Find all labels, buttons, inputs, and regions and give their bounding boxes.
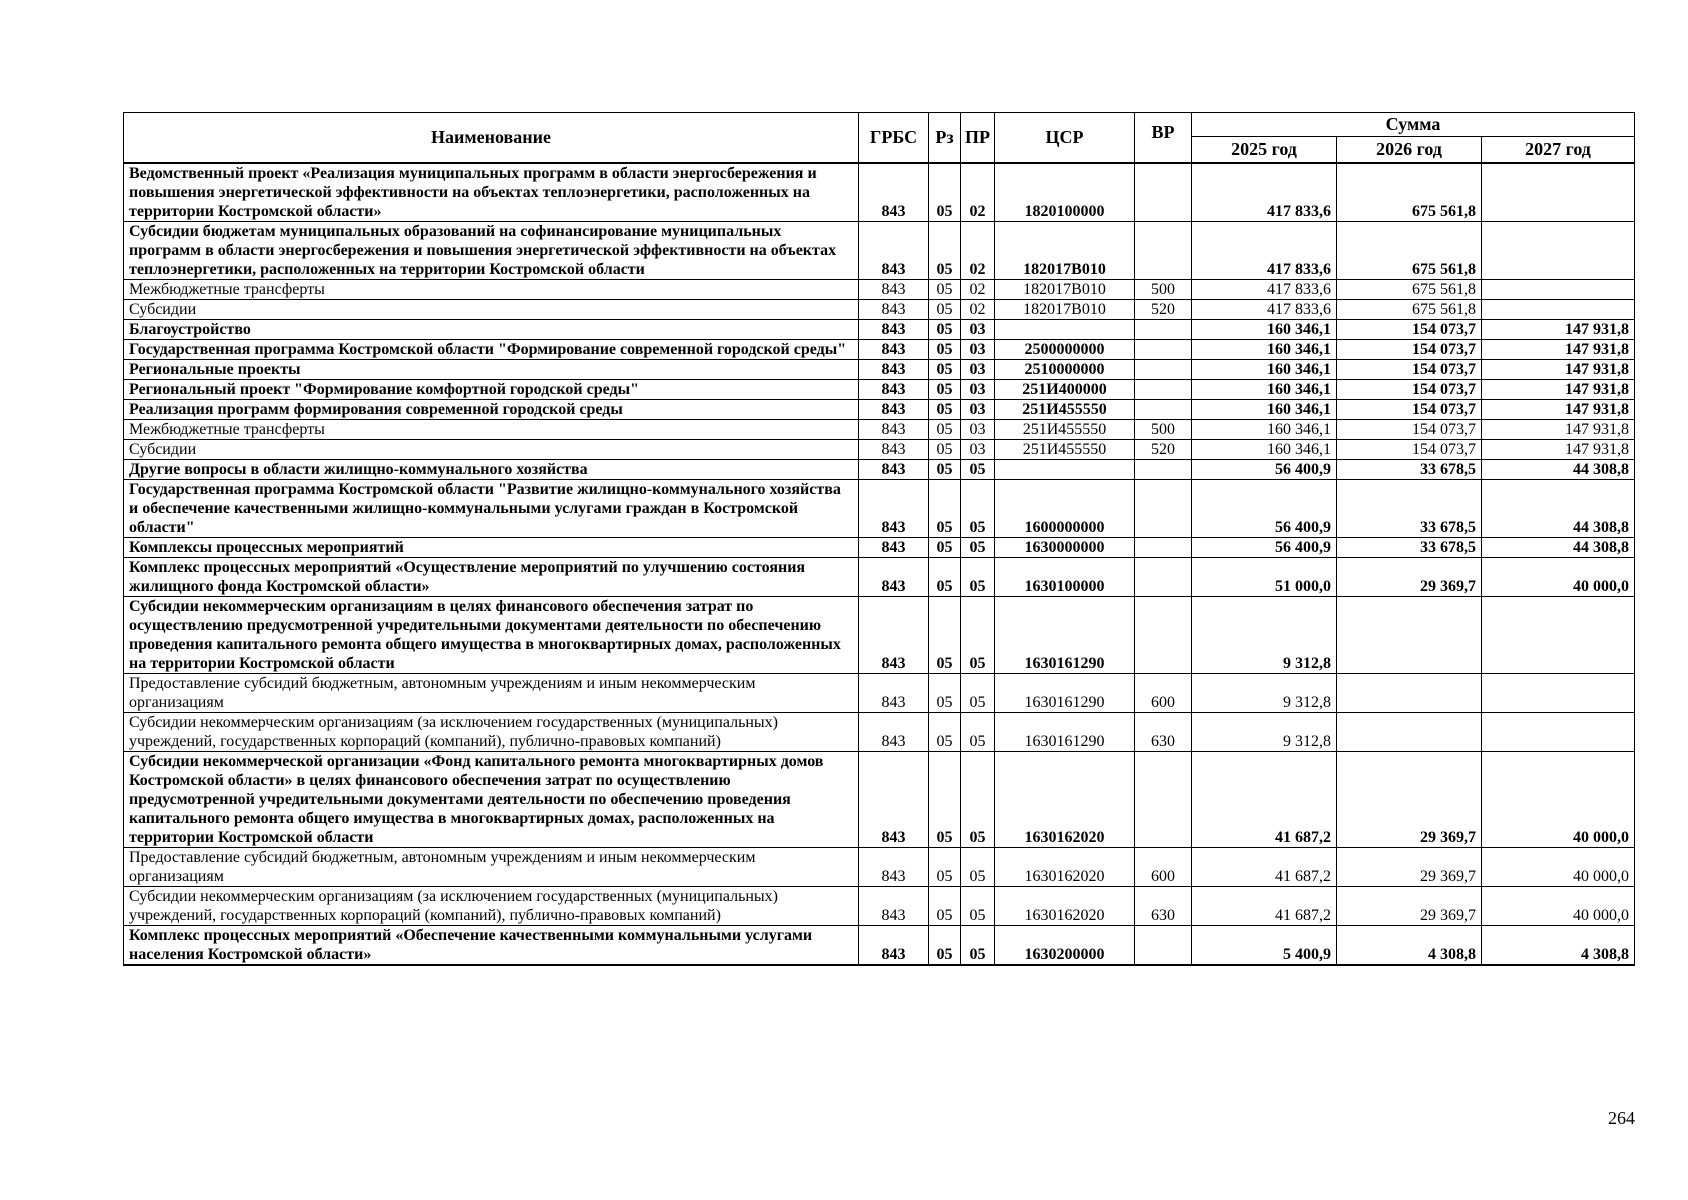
- row-2027: 147 931,8: [1482, 359, 1635, 379]
- row-pr: 05: [961, 712, 995, 751]
- table-row: [124, 279, 1635, 299]
- row-csr: [995, 319, 1135, 339]
- budget-table: [123, 112, 1635, 966]
- row-vr: 630: [1135, 886, 1192, 925]
- row-csr: [995, 459, 1135, 479]
- row-name: Субсидии: [124, 439, 859, 459]
- row-vr: [1135, 751, 1192, 847]
- row-rz: 05: [929, 299, 961, 319]
- row-pr: 03: [961, 379, 995, 399]
- row-vr: [1135, 459, 1192, 479]
- table-row: [124, 221, 1635, 279]
- row-vr: 630: [1135, 712, 1192, 751]
- row-pr: 03: [961, 419, 995, 439]
- row-vr: [1135, 359, 1192, 379]
- row-pr: 03: [961, 359, 995, 379]
- row-vr: 600: [1135, 847, 1192, 886]
- row-pr: 03: [961, 399, 995, 419]
- table-row: [124, 359, 1635, 379]
- row-2025: 9 312,8: [1192, 596, 1337, 673]
- row-2027: 147 931,8: [1482, 379, 1635, 399]
- header-2025: 2025 год: [1192, 137, 1337, 163]
- row-2026: 29 369,7: [1337, 557, 1482, 596]
- row-csr: 251И455550: [995, 439, 1135, 459]
- row-rz: 05: [929, 712, 961, 751]
- row-grbs: 843: [859, 299, 929, 319]
- row-pr: 05: [961, 537, 995, 557]
- row-name: Комплексы процессных мероприятий: [124, 537, 859, 557]
- row-grbs: 843: [859, 596, 929, 673]
- row-2026: 675 561,8: [1337, 299, 1482, 319]
- row-2027: 147 931,8: [1482, 319, 1635, 339]
- row-vr: [1135, 557, 1192, 596]
- row-2026: 675 561,8: [1337, 221, 1482, 279]
- table-row: [124, 925, 1635, 965]
- table-row: [124, 339, 1635, 359]
- row-name: Субсидии некоммерческим организациям в целях финансового обеспечения затрат по осуществлению предусмотренной учредительными документами деятельности по обеспечению проведения капитального ремонта общего имущества в многоквартирных домах, расположенных на территории Костромской области: [124, 596, 859, 673]
- row-2025: 56 400,9: [1192, 537, 1337, 557]
- table-row: [124, 319, 1635, 339]
- row-2027: 44 308,8: [1482, 479, 1635, 537]
- row-pr: 05: [961, 596, 995, 673]
- row-csr: 1630000000: [995, 537, 1135, 557]
- row-2025: 160 346,1: [1192, 359, 1337, 379]
- row-2027: 44 308,8: [1482, 459, 1635, 479]
- table-header: [124, 113, 1635, 163]
- row-name: Государственная программа Костромской области "Формирование современной городской среды": [124, 339, 859, 359]
- table-row: [124, 751, 1635, 847]
- row-csr: 1630161290: [995, 673, 1135, 712]
- table-row: [124, 439, 1635, 459]
- row-name: Благоустройство: [124, 319, 859, 339]
- row-name: Субсидии некоммерческой организации «Фонд капитального ремонта многоквартирных домов Костромской области» в целях финансового обеспечения затрат по осуществлению предусмотренной учредительными документами деятельности по обеспечению проведения капитального ремонта общего имущества в многоквартирных домах, расположенных на территории Костромской области: [124, 751, 859, 847]
- row-grbs: 843: [859, 279, 929, 299]
- row-2025: 41 687,2: [1192, 847, 1337, 886]
- row-grbs: 843: [859, 712, 929, 751]
- row-rz: 05: [929, 479, 961, 537]
- row-name: Субсидии некоммерческим организациям (за исключением государственных (муниципальных) учреждений, государственных корпораций (компаний), публично-правовых компаний): [124, 712, 859, 751]
- table-row: [124, 459, 1635, 479]
- row-grbs: 843: [859, 163, 929, 222]
- row-name: Предоставление субсидий бюджетным, автономным учреждениям и иным некоммерческим организациям: [124, 847, 859, 886]
- row-pr: 02: [961, 299, 995, 319]
- row-csr: 251И400000: [995, 379, 1135, 399]
- row-2027: 44 308,8: [1482, 537, 1635, 557]
- row-name: Субсидии некоммерческим организациям (за исключением государственных (муниципальных) учреждений, государственных корпораций (компаний), публично-правовых компаний): [124, 886, 859, 925]
- row-vr: [1135, 479, 1192, 537]
- row-2027: [1482, 221, 1635, 279]
- table-row: [124, 399, 1635, 419]
- row-2025: 417 833,6: [1192, 279, 1337, 299]
- table-row: [124, 673, 1635, 712]
- table-body: [124, 163, 1635, 965]
- row-2026: 154 073,7: [1337, 439, 1482, 459]
- row-grbs: 843: [859, 379, 929, 399]
- row-name: Региональный проект "Формирование комфортной городской среды": [124, 379, 859, 399]
- row-vr: [1135, 399, 1192, 419]
- row-2026: [1337, 596, 1482, 673]
- row-rz: 05: [929, 339, 961, 359]
- row-pr: 02: [961, 279, 995, 299]
- row-grbs: 843: [859, 537, 929, 557]
- row-pr: 03: [961, 439, 995, 459]
- row-csr: 1630162020: [995, 847, 1135, 886]
- row-grbs: 843: [859, 319, 929, 339]
- table-row: [124, 847, 1635, 886]
- table-row: [124, 712, 1635, 751]
- row-2026: 4 308,8: [1337, 925, 1482, 965]
- row-2025: 160 346,1: [1192, 439, 1337, 459]
- row-2025: 417 833,6: [1192, 299, 1337, 319]
- row-name: Межбюджетные трансферты: [124, 279, 859, 299]
- row-2027: 40 000,0: [1482, 751, 1635, 847]
- table-row: [124, 596, 1635, 673]
- row-rz: 05: [929, 221, 961, 279]
- row-grbs: 843: [859, 479, 929, 537]
- row-vr: [1135, 596, 1192, 673]
- row-2025: 160 346,1: [1192, 419, 1337, 439]
- row-vr: [1135, 537, 1192, 557]
- row-vr: [1135, 163, 1192, 222]
- row-2025: 56 400,9: [1192, 459, 1337, 479]
- row-pr: 05: [961, 459, 995, 479]
- row-vr: 520: [1135, 439, 1192, 459]
- row-rz: 05: [929, 279, 961, 299]
- row-2027: 40 000,0: [1482, 847, 1635, 886]
- row-2025: 5 400,9: [1192, 925, 1337, 965]
- row-rz: 05: [929, 847, 961, 886]
- row-pr: 02: [961, 163, 995, 222]
- row-2026: 154 073,7: [1337, 359, 1482, 379]
- row-2027: 147 931,8: [1482, 439, 1635, 459]
- row-vr: [1135, 379, 1192, 399]
- row-vr: 500: [1135, 419, 1192, 439]
- row-name: Государственная программа Костромской области "Развитие жилищно-коммунального хозяйства и обеспечение качественными жилищно-коммунальными услугами граждан в Костромской области": [124, 479, 859, 537]
- row-2027: [1482, 163, 1635, 222]
- header-summa: Сумма: [1192, 113, 1635, 137]
- row-2025: 51 000,0: [1192, 557, 1337, 596]
- row-csr: 251И455550: [995, 419, 1135, 439]
- row-rz: 05: [929, 379, 961, 399]
- row-2027: 40 000,0: [1482, 886, 1635, 925]
- row-2027: [1482, 596, 1635, 673]
- row-grbs: 843: [859, 359, 929, 379]
- row-2027: [1482, 299, 1635, 319]
- row-grbs: 843: [859, 459, 929, 479]
- row-2027: [1482, 673, 1635, 712]
- row-grbs: 843: [859, 886, 929, 925]
- table-row: [124, 163, 1635, 222]
- row-csr: 182017В010: [995, 299, 1135, 319]
- row-name: Предоставление субсидий бюджетным, автономным учреждениям и иным некоммерческим организациям: [124, 673, 859, 712]
- header-vr: ВР: [1135, 113, 1192, 163]
- row-2025: 41 687,2: [1192, 751, 1337, 847]
- row-2025: 160 346,1: [1192, 319, 1337, 339]
- row-2026: 154 073,7: [1337, 319, 1482, 339]
- row-2027: 4 308,8: [1482, 925, 1635, 965]
- row-csr: 1630100000: [995, 557, 1135, 596]
- row-rz: 05: [929, 359, 961, 379]
- table-row: [124, 419, 1635, 439]
- row-grbs: 843: [859, 221, 929, 279]
- row-grbs: 843: [859, 339, 929, 359]
- row-rz: 05: [929, 557, 961, 596]
- page-number: 264: [1608, 1108, 1635, 1128]
- row-rz: 05: [929, 419, 961, 439]
- table-row: [124, 299, 1635, 319]
- row-2025: 160 346,1: [1192, 379, 1337, 399]
- row-2027: 147 931,8: [1482, 399, 1635, 419]
- row-pr: 05: [961, 847, 995, 886]
- header-grbs: ГРБС: [859, 113, 929, 163]
- row-2026: 29 369,7: [1337, 886, 1482, 925]
- row-name: Ведомственный проект «Реализация муниципальных программ в области энергосбережения и повышения энергетической эффективности на объектах теплоэнергетики, расположенных на территории Костромской области»: [124, 163, 859, 222]
- row-2026: [1337, 712, 1482, 751]
- row-csr: 1630161290: [995, 596, 1135, 673]
- row-2025: 160 346,1: [1192, 339, 1337, 359]
- row-rz: 05: [929, 399, 961, 419]
- row-grbs: 843: [859, 751, 929, 847]
- header-rz: Рз: [929, 113, 961, 163]
- row-vr: [1135, 339, 1192, 359]
- row-2026: 29 369,7: [1337, 751, 1482, 847]
- table-row: [124, 557, 1635, 596]
- table-row: [124, 886, 1635, 925]
- row-csr: 2500000000: [995, 339, 1135, 359]
- row-name: Субсидии: [124, 299, 859, 319]
- row-csr: 1820100000: [995, 163, 1135, 222]
- row-grbs: 843: [859, 399, 929, 419]
- row-2026: 29 369,7: [1337, 847, 1482, 886]
- row-2025: 160 346,1: [1192, 399, 1337, 419]
- row-rz: 05: [929, 925, 961, 965]
- row-vr: 520: [1135, 299, 1192, 319]
- row-pr: 05: [961, 479, 995, 537]
- row-pr: 05: [961, 673, 995, 712]
- row-csr: 1630162020: [995, 886, 1135, 925]
- header-2026: 2026 год: [1337, 137, 1482, 163]
- table-row: [124, 379, 1635, 399]
- row-csr: 1630161290: [995, 712, 1135, 751]
- header-pr: ПР: [961, 113, 995, 163]
- row-2025: 56 400,9: [1192, 479, 1337, 537]
- row-grbs: 843: [859, 439, 929, 459]
- row-2026: 33 678,5: [1337, 479, 1482, 537]
- row-pr: 05: [961, 751, 995, 847]
- row-grbs: 843: [859, 925, 929, 965]
- row-csr: 1630162020: [995, 751, 1135, 847]
- table-row: [124, 479, 1635, 537]
- row-2026: 154 073,7: [1337, 419, 1482, 439]
- table-row: [124, 537, 1635, 557]
- row-grbs: 843: [859, 847, 929, 886]
- row-rz: 05: [929, 673, 961, 712]
- row-csr: 2510000000: [995, 359, 1135, 379]
- row-pr: 05: [961, 925, 995, 965]
- row-2025: 417 833,6: [1192, 163, 1337, 222]
- row-rz: 05: [929, 319, 961, 339]
- row-rz: 05: [929, 886, 961, 925]
- row-2027: 147 931,8: [1482, 419, 1635, 439]
- row-2027: 40 000,0: [1482, 557, 1635, 596]
- row-pr: 03: [961, 319, 995, 339]
- row-name: Комплекс процессных мероприятий «Осуществление мероприятий по улучшению состояния жилищного фонда Костромской области»: [124, 557, 859, 596]
- row-2026: 154 073,7: [1337, 399, 1482, 419]
- row-pr: 05: [961, 557, 995, 596]
- row-csr: 182017В010: [995, 221, 1135, 279]
- row-name: Комплекс процессных мероприятий «Обеспечение качественными коммунальными услугами населения Костромской области»: [124, 925, 859, 965]
- row-2027: [1482, 279, 1635, 299]
- header-2027: 2027 год: [1482, 137, 1635, 163]
- row-2025: 41 687,2: [1192, 886, 1337, 925]
- row-rz: 05: [929, 537, 961, 557]
- row-rz: 05: [929, 751, 961, 847]
- row-pr: 05: [961, 886, 995, 925]
- row-2026: [1337, 673, 1482, 712]
- row-2026: 154 073,7: [1337, 339, 1482, 359]
- row-rz: 05: [929, 459, 961, 479]
- row-vr: [1135, 319, 1192, 339]
- header-csr: ЦСР: [995, 113, 1135, 163]
- row-csr: 1600000000: [995, 479, 1135, 537]
- row-2025: 9 312,8: [1192, 712, 1337, 751]
- row-csr: 1630200000: [995, 925, 1135, 965]
- row-name: Региональные проекты: [124, 359, 859, 379]
- row-2026: 675 561,8: [1337, 279, 1482, 299]
- row-csr: 182017В010: [995, 279, 1135, 299]
- row-rz: 05: [929, 439, 961, 459]
- row-rz: 05: [929, 163, 961, 222]
- row-name: Другие вопросы в области жилищно-коммунального хозяйства: [124, 459, 859, 479]
- row-vr: 600: [1135, 673, 1192, 712]
- row-2026: 675 561,8: [1337, 163, 1482, 222]
- row-2025: 9 312,8: [1192, 673, 1337, 712]
- row-grbs: 843: [859, 419, 929, 439]
- row-grbs: 843: [859, 673, 929, 712]
- row-vr: [1135, 221, 1192, 279]
- row-2027: 147 931,8: [1482, 339, 1635, 359]
- row-csr: 251И455550: [995, 399, 1135, 419]
- row-pr: 03: [961, 339, 995, 359]
- row-2026: 154 073,7: [1337, 379, 1482, 399]
- row-name: Субсидии бюджетам муниципальных образований на софинансирование муниципальных программ в области энергосбережения и повышения энергетической эффективности на объектах теплоэнергетики, расположенных на территории Костромской области: [124, 221, 859, 279]
- row-2026: 33 678,5: [1337, 459, 1482, 479]
- row-grbs: 843: [859, 557, 929, 596]
- row-name: Реализация программ формирования современной городской среды: [124, 399, 859, 419]
- row-pr: 02: [961, 221, 995, 279]
- row-name: Межбюджетные трансферты: [124, 419, 859, 439]
- row-vr: 500: [1135, 279, 1192, 299]
- row-rz: 05: [929, 596, 961, 673]
- row-2027: [1482, 712, 1635, 751]
- row-2026: 33 678,5: [1337, 537, 1482, 557]
- header-name: Наименование: [124, 113, 859, 163]
- row-vr: [1135, 925, 1192, 965]
- row-2025: 417 833,6: [1192, 221, 1337, 279]
